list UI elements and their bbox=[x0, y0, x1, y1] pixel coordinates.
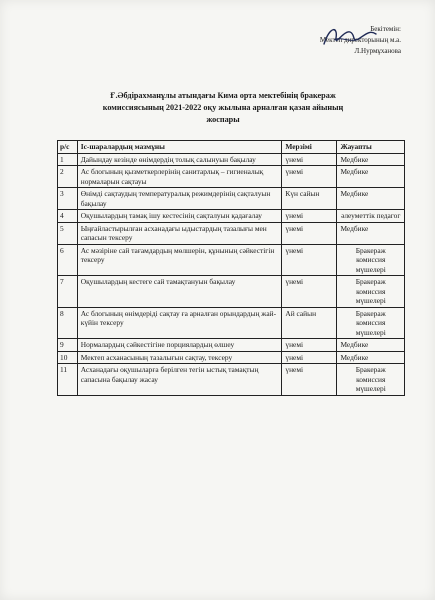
row-activity: Мектеп асханасының тазалығын сақтау, тексеру bbox=[77, 351, 282, 364]
plan-table bbox=[57, 140, 405, 396]
header-activity: Іс-шаралардың мазмұны bbox=[77, 141, 282, 154]
row-due: Ай сайын bbox=[282, 307, 337, 339]
table-row bbox=[58, 166, 405, 188]
row-due: үнемі bbox=[282, 244, 337, 276]
row-responsible: Медбике bbox=[337, 222, 405, 244]
row-number: 4 bbox=[58, 210, 78, 223]
row-responsible: Медбике bbox=[337, 351, 405, 364]
row-activity: Ыңғайластырылған асханадағы ыдыстардың тазалығы мен сапасын тексеру bbox=[77, 222, 282, 244]
row-responsible: Бракераж комиссия мүшелері bbox=[337, 276, 405, 308]
row-responsible: Медбике bbox=[337, 339, 405, 352]
row-responsible: Бракераж комиссия мүшелері bbox=[337, 364, 405, 396]
row-number: 3 bbox=[58, 188, 78, 210]
row-activity: Дайындау кезінде өнімдердің толық салынуын бақылау bbox=[77, 153, 282, 166]
row-number: 7 bbox=[58, 276, 78, 308]
table-row bbox=[58, 188, 405, 210]
row-due: үнемі bbox=[282, 364, 337, 396]
table-row bbox=[58, 351, 405, 364]
row-activity: Өнімді сақтаудың температуралық режимдерінің сақталуын бақылау bbox=[77, 188, 282, 210]
row-responsible: Бракераж комиссия мүшелері bbox=[337, 244, 405, 276]
row-due: үнемі bbox=[282, 222, 337, 244]
row-activity: Нормалардың сәйкестігіне порциялардың өлшеу bbox=[77, 339, 282, 352]
title-line-1: Ғ.Әбдірахманұлы атындағы Кима орта мектебінің бракераж bbox=[110, 91, 336, 100]
document-title bbox=[58, 90, 388, 126]
approval-block bbox=[256, 24, 401, 57]
row-responsible: Медбике bbox=[337, 166, 405, 188]
table-row bbox=[58, 244, 405, 276]
table-row bbox=[58, 276, 405, 308]
table-row bbox=[58, 153, 405, 166]
row-responsible: Медбике bbox=[337, 188, 405, 210]
row-number: 2 bbox=[58, 166, 78, 188]
row-number: 5 bbox=[58, 222, 78, 244]
header-responsible: Жауапты bbox=[337, 141, 405, 154]
row-due: үнемі bbox=[282, 166, 337, 188]
title-line-2: комиссиясының 2021-2022 оқу жылына арналған қазан айының bbox=[102, 103, 344, 112]
row-activity: Ас мәзіріне сай тағамдардың мөлшерін, құнының сәйкестігін тексеру bbox=[77, 244, 282, 276]
row-activity: Ас блогының қызметкерлерінің санитарлық – гигиеналық нормаларын сақтауы bbox=[77, 166, 282, 188]
row-number: 9 bbox=[58, 339, 78, 352]
row-responsible: әлеуметтік педагог bbox=[337, 210, 405, 223]
row-due: үнемі bbox=[282, 339, 337, 352]
row-due: үнемі bbox=[282, 276, 337, 308]
table-row bbox=[58, 339, 405, 352]
row-responsible: Медбике bbox=[337, 153, 405, 166]
row-activity: Оқушылардың тамақ ішу кестесінің сақталуын қадағалау bbox=[77, 210, 282, 223]
title-line-3: жоспары bbox=[206, 115, 240, 124]
row-number: 1 bbox=[58, 153, 78, 166]
row-number: 6 bbox=[58, 244, 78, 276]
row-activity: Оқушылардың кестеге сай тамақтануын бақылау bbox=[77, 276, 282, 308]
approval-line-approve: Бекітемін: bbox=[370, 25, 401, 33]
table-header-row bbox=[58, 141, 405, 154]
row-activity: Ас блогының өнімдеріді сақтау ға арналған орындардың жай-күйін тексеру bbox=[77, 307, 282, 339]
row-due: үнемі bbox=[282, 210, 337, 223]
row-due: Күн сайын bbox=[282, 188, 337, 210]
table-row bbox=[58, 222, 405, 244]
table-row bbox=[58, 364, 405, 396]
table-row bbox=[58, 307, 405, 339]
approval-line-name: Л.Нурмұханова bbox=[354, 47, 401, 55]
row-activity: Асханадағы оқушыларға берілген тегін ыстық тамақтың сапасына бақылау жасау bbox=[77, 364, 282, 396]
approval-line-position: Мектеп директорының м.а. bbox=[319, 36, 401, 44]
row-number: 10 bbox=[58, 351, 78, 364]
header-number: р/с bbox=[58, 141, 78, 154]
header-due: Мерзімі bbox=[282, 141, 337, 154]
row-responsible: Бракераж комиссия мүшелері bbox=[337, 307, 405, 339]
row-number: 11 bbox=[58, 364, 78, 396]
row-due: үнемі bbox=[282, 153, 337, 166]
row-number: 8 bbox=[58, 307, 78, 339]
table-row bbox=[58, 210, 405, 223]
row-due: үнемі bbox=[282, 351, 337, 364]
